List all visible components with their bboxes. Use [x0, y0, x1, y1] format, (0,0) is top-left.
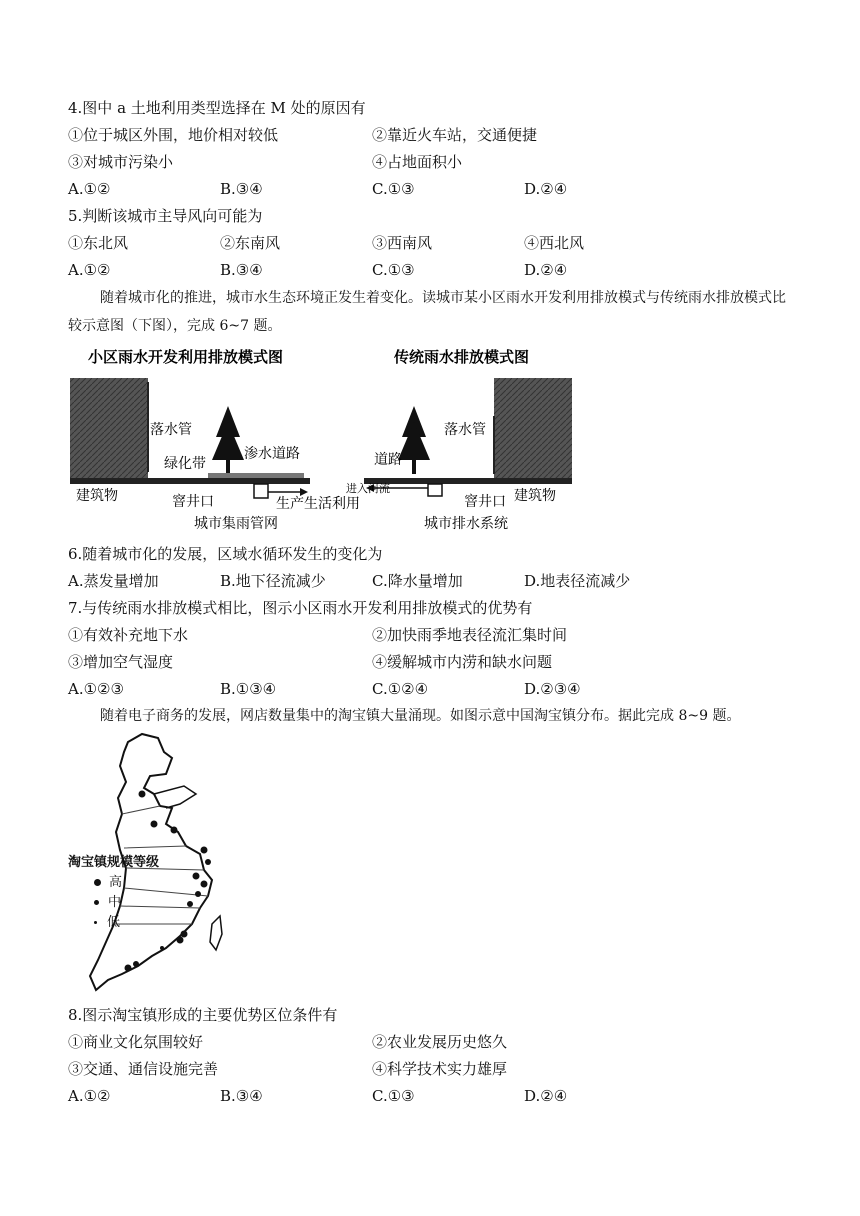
q8-stem: 8.图示淘宝镇形成的主要优势区位条件有	[68, 1006, 338, 1024]
right-diagram-title: 传统雨水排放模式图	[394, 348, 530, 366]
q5-option-a: A.①②	[68, 261, 111, 279]
map-legend-title: 淘宝镇规模等级	[68, 855, 160, 870]
q7-statement-2: ②加快雨季地表径流汇集时间	[372, 626, 568, 644]
q6-option-a: A.蒸发量增加	[68, 572, 159, 590]
q8-option-b: B.③④	[220, 1087, 263, 1105]
legend-high-dot	[94, 879, 101, 886]
q4-stem: 4.图中 a 土地利用类型选择在 M 处的原因有	[68, 99, 366, 117]
q5-statement-4: ④西北风	[524, 234, 585, 252]
q8-option-c: C.①③	[372, 1087, 415, 1105]
q5-option-d: D.②④	[524, 261, 568, 279]
road-label: 道路	[374, 452, 402, 468]
drainage-system-label: 城市排水系统	[424, 516, 508, 532]
q6-option-b: B.地下径流减少	[220, 572, 326, 590]
left-diagram-title: 小区雨水开发利用排放模式图	[88, 348, 284, 366]
q7-option-b: B.①③④	[220, 680, 277, 698]
legend-medium-label: 中	[108, 895, 122, 910]
river-label: 进入河流	[346, 482, 390, 495]
q6-option-c: C.降水量增加	[372, 572, 463, 590]
q5-statement-3: ③西南风	[372, 234, 433, 252]
q4-option-b: B.③④	[220, 180, 263, 198]
taiwan-island	[210, 916, 222, 950]
q7-stem: 7.与传统雨水排放模式相比，图示小区雨水开发利用排放模式的优势有	[68, 599, 533, 617]
q5-option-b: B.③④	[220, 261, 263, 279]
left-ground	[70, 478, 310, 484]
left-building-label: 建筑物	[76, 488, 118, 504]
left-manhole	[254, 484, 268, 498]
q8-option-a: A.①②	[68, 1087, 111, 1105]
permeable-road-label: 渗水道路	[244, 446, 300, 462]
intro-paragraph-1: 随着城市化的推进，城市水生态环境正发生着变化。读城市某小区雨水开发利用排放模式与传统雨水排放模式比较示意图（下图），完成 6~7 题。	[68, 290, 786, 334]
right-manhole-label: 窨井口	[464, 494, 506, 510]
right-ground	[364, 478, 572, 484]
q4-option-d: D.②④	[524, 180, 568, 198]
q4-statement-2: ②靠近火车站，交通便捷	[372, 126, 538, 144]
q6-stem: 6.随着城市化的发展，区域水循环发生的变化为	[68, 545, 383, 563]
legend-medium	[94, 892, 121, 914]
q4-option-a: A.①②	[68, 180, 111, 198]
left-permeable-surface	[208, 473, 304, 478]
right-building	[494, 378, 572, 478]
q4-statement-1: ①位于城区外围，地价相对较低	[68, 126, 279, 144]
q4-statement-3: ③对城市污染小	[68, 153, 174, 171]
left-building	[70, 378, 148, 478]
green-belt-label: 绿化带	[164, 456, 206, 472]
q7-statement-3: ③增加空气湿度	[68, 653, 174, 671]
q6-option-d: D.地表径流减少	[524, 572, 631, 590]
q8-statement-4: ④科学技术实力雄厚	[372, 1060, 508, 1078]
legend-high-label: 高	[109, 875, 123, 890]
q4-option-c: C.①③	[372, 180, 415, 198]
q4-statement-4: ④占地面积小	[372, 153, 463, 171]
right-manhole	[428, 484, 442, 496]
q8-statement-2: ②农业发展历史悠久	[372, 1033, 508, 1051]
q7-option-c: C.①②④	[372, 680, 429, 698]
right-tree-icon	[398, 406, 430, 474]
legend-low-label: 低	[107, 915, 121, 930]
q5-statement-2: ②东南风	[220, 234, 281, 252]
use-label: 生产生活利用	[276, 496, 360, 512]
right-downpipe-label: 落水管	[444, 422, 486, 438]
q5-option-c: C.①③	[372, 261, 415, 279]
q5-statement-1: ①东北风	[68, 234, 129, 252]
q7-statement-4: ④缓解城市内涝和缺水问题	[372, 653, 553, 671]
q8-statement-3: ③交通、通信设施完善	[68, 1060, 219, 1078]
use-arrow-icon	[300, 488, 308, 496]
q7-option-a: A.①②③	[68, 680, 124, 698]
q8-statement-1: ①商业文化氛围较好	[68, 1033, 204, 1051]
collection-network-label: 城市集雨管网	[194, 516, 278, 532]
q8-option-d: D.②④	[524, 1087, 568, 1105]
rainwater-diagram	[68, 342, 578, 534]
q7-statement-1: ①有效补充地下水	[68, 626, 189, 644]
left-manhole-label: 窨井口	[172, 494, 214, 510]
q7-option-d: D.②③④	[524, 680, 581, 698]
left-tree-icon	[212, 406, 244, 474]
legend-low	[94, 912, 120, 934]
legend-low-dot	[94, 921, 97, 924]
intro-paragraph-2: 随着电子商务的发展，网店数量集中的淘宝镇大量涌现。如图示意中国淘宝镇分布。据此完成 8~9 题。	[100, 708, 741, 724]
left-downpipe-label: 落水管	[150, 422, 192, 438]
q5-stem: 5.判断该城市主导风向可能为	[68, 207, 263, 225]
legend-medium-dot	[94, 900, 99, 905]
legend-high	[94, 872, 122, 894]
right-building-label: 建筑物	[514, 488, 556, 504]
